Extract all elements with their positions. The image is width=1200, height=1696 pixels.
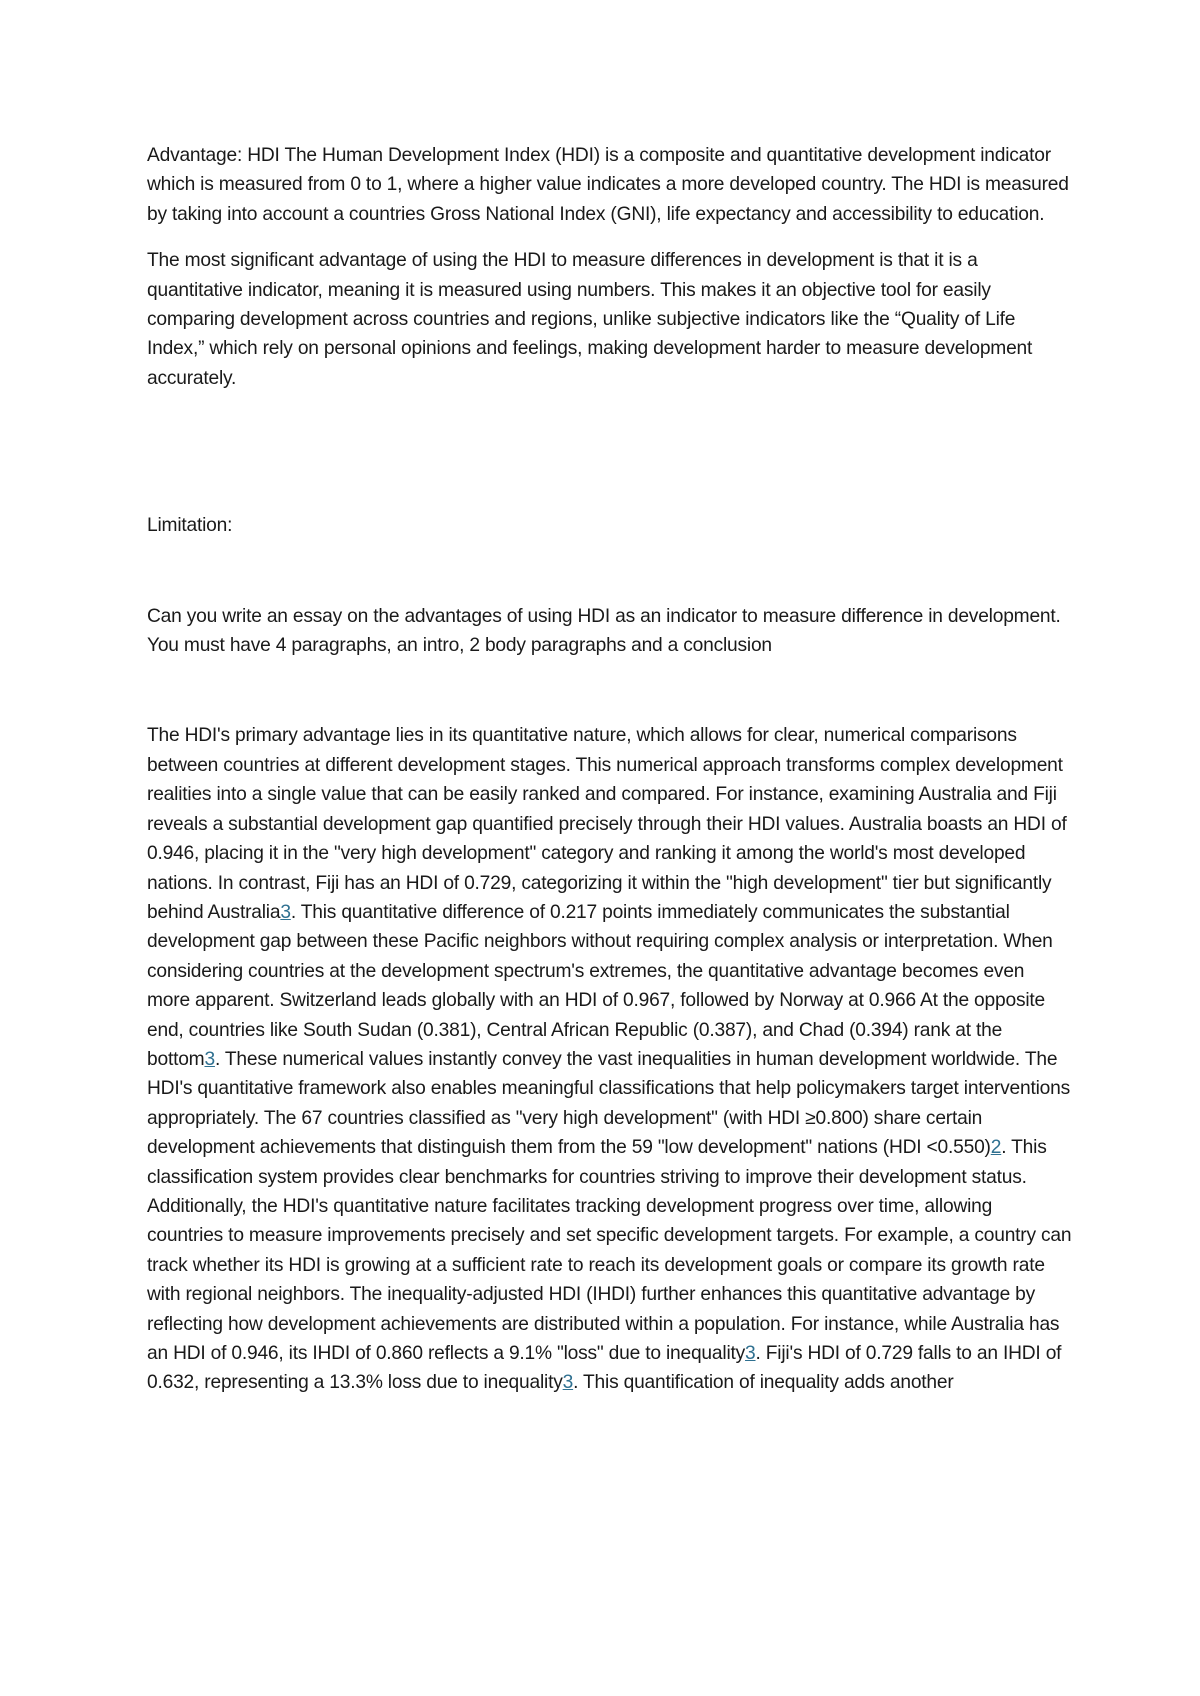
body-text-segment: The HDI's primary advantage lies in its quantitative nature, which allows for clear, numerical comparisons between countries at different development stages. This numerical approach transforms complex development realities into a single value that can be easily ranked and compared. For instance, examining Australia and Fiji reveals a substantial development gap quantified precisely through their HDI values. Australia boasts an HDI of 0.946, placing it in the "very high development" category and ranking it among the world's most developed nations. In contrast, Fiji has an HDI of 0.729, categorizing it within the "high development" tier but significantly behind Australia xyxy=(147,725,1067,923)
citation-link[interactable]: 3 xyxy=(280,901,291,923)
citation-link[interactable]: 3 xyxy=(562,1372,574,1394)
citation-link[interactable]: 2 xyxy=(990,1137,1002,1159)
citation-link[interactable]: 3 xyxy=(745,1343,756,1364)
advantage-paragraph: The most significant advantage of using the HDI to measure differences in development is that it is a quantitative indicator, meaning it is measured using numbers. This makes it an objective tool for easily comparing development across countries and regions, unlike subjective indicators like the “Quality of Life Index,” which rely on personal opinions and feelings, making development harder to measure development accurately. xyxy=(147,250,1033,389)
body-text-segment: . This quantification of inequality adds another xyxy=(573,1372,954,1394)
body-paragraph xyxy=(147,721,1072,1397)
document-page xyxy=(147,141,1072,1398)
limitation-heading: Limitation: xyxy=(147,515,233,537)
body-text-segment: . This classification system provides clear benchmarks for countries striving to improve their development status. Additionally, the HDI's quantitative nature facilitates tracking development progress over time, allowing countries to measure improvements precisely and set specific development targets. For example, a country can track whether its HDI is growing at a sufficient rate to reach its development goals or compare its growth rate with regional neighbors. The inequality-adjusted HDI (IHDI) further enhances this quantitative advantage by reflecting how development achievements are distributed within a population. For instance, while Australia has an HDI of 0.946, its IHDI of 0.860 reflects a 9.1% "loss" due to inequality xyxy=(147,1137,1072,1364)
essay-prompt-paragraph: Can you write an essay on the advantages of using HDI as an indicator to measure difference in development. You must have 4 paragraphs, an intro, 2 body paragraphs and a conclusion xyxy=(147,605,1061,657)
citation-link[interactable]: 3 xyxy=(204,1048,215,1070)
intro-paragraph: Advantage: HDI The Human Development Index (HDI) is a composite and quantitative development indicator which is measured from 0 to 1, where a higher value indicates a more developed country. The HDI is measured by taking into account a countries Gross National Index (GNI), life expectancy and accessibility to education. xyxy=(147,145,1069,225)
body-text-segment: . Fiji's HDI of 0.729 falls to an IHDI of 0.632, representing a 13.3% loss due to inequality xyxy=(147,1343,1062,1394)
body-text-segment: . These numerical values instantly convey the vast inequalities in human development worldwide. The HDI's quantitative framework also enables meaningful classifications that help policymakers target interventions appropriately. The 67 countries classified as "very high development" (with HDI ≥0.800) share certain development achievements that distinguish them from the 59 "low development" nations (HDI <0.550) xyxy=(147,1048,1070,1159)
body-text-segment: . This quantitative difference of 0.217 points immediately communicates the substantial development gap between these Pacific neighbors without requiring complex analysis or interpretation. When considering countries at the development spectrum's extremes, the quantitative advantage becomes even more apparent. Switzerland leads globally with an HDI of 0.967, followed by Norway at 0.966 At the opposite end, countries like South Sudan (0.381), Central African Republic (0.387), and Chad (0.394) rank at the bottom xyxy=(147,901,1053,1070)
